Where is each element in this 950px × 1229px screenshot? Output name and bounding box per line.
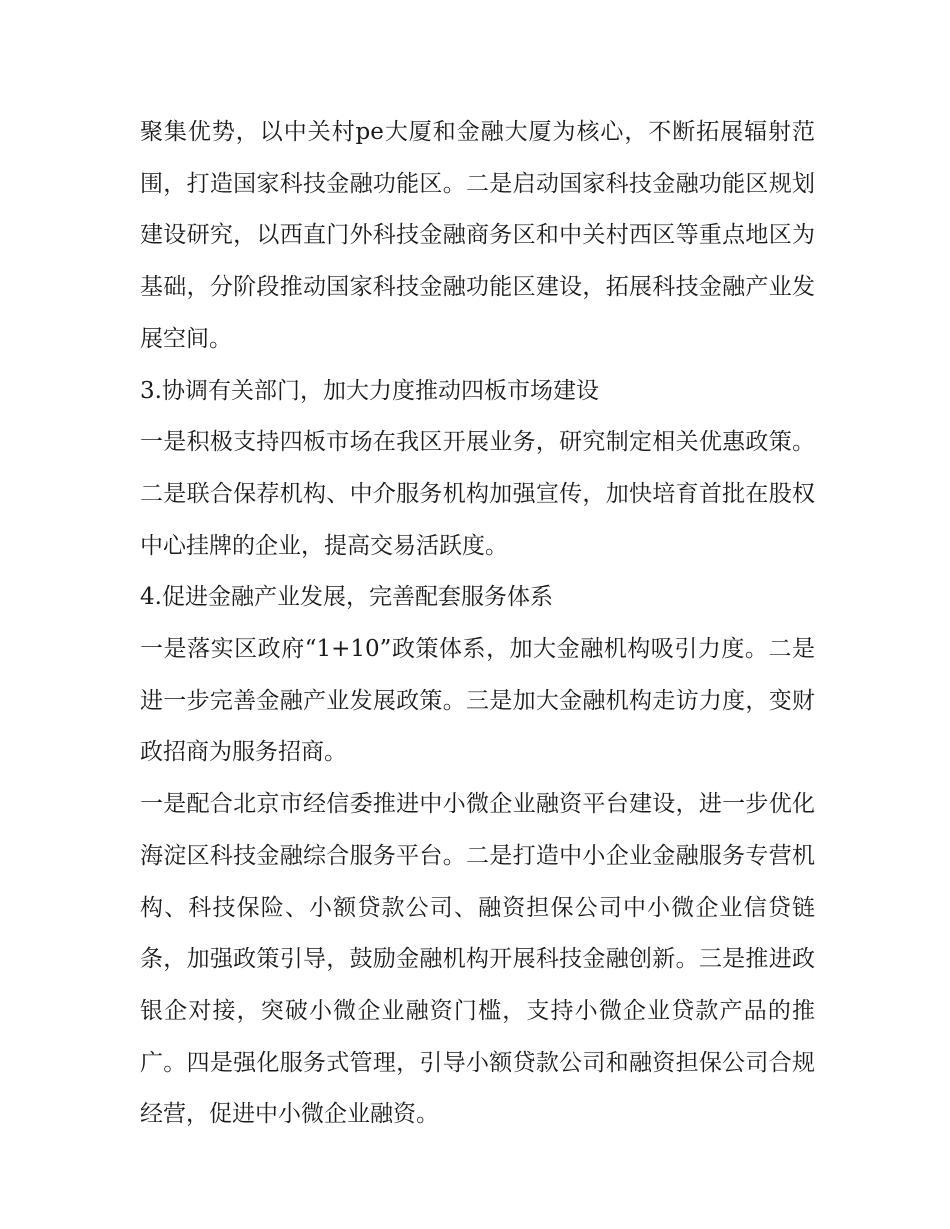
paragraph-4: 一是配合北京市经信委推进中小微企业融资平台建设，进一步优化海淀区科技金融综合服务平台。二是打造中小企业金融服务专营机构、科技保险、小额贷款公司、融资担保公司中小微企业信贷链条，加强政策引导，鼓励金融机构开展科技金融创新。三是推进政银企对接，突破小微企业融资门槛，支持小微企业贷款产品的推广。四是强化服务式管理，引导小额贷款公司和融资担保公司合规经营，促进中小微企业融资。 bbox=[140, 791, 815, 1128]
section-heading-3: 3.协调有关部门，加大力度推动四板市场建设 bbox=[140, 377, 599, 404]
paragraph-1: 聚集优势，以中关村pe大厦和金融大厦为核心，不断拓展辐射范围，打造国家科技金融功能区。二是启动国家科技金融功能区规划建设研究，以西直门外科技金融商务区和中关村西区等重点地区为基础，分阶段推动国家科技金融功能区建设，拓展科技金融产业发展空间。 bbox=[140, 119, 815, 352]
section-heading-4: 4.促进金融产业发展，完善配套服务体系 bbox=[140, 584, 553, 611]
paragraph-3: 一是落实区政府“1+10”政策体系，加大金融机构吸引力度。二是进一步完善金融产业发展政策。三是加大金融机构走访力度，变财政招商为服务招商。 bbox=[140, 636, 815, 766]
paragraph-2: 一是积极支持四板市场在我区开展业务，研究制定相关优惠政策。二是联合保荐机构、中介服务机构加强宣传，加快培育首批在股权中心挂牌的企业，提高交易活跃度。 bbox=[140, 429, 815, 559]
document-body bbox=[140, 107, 815, 1141]
